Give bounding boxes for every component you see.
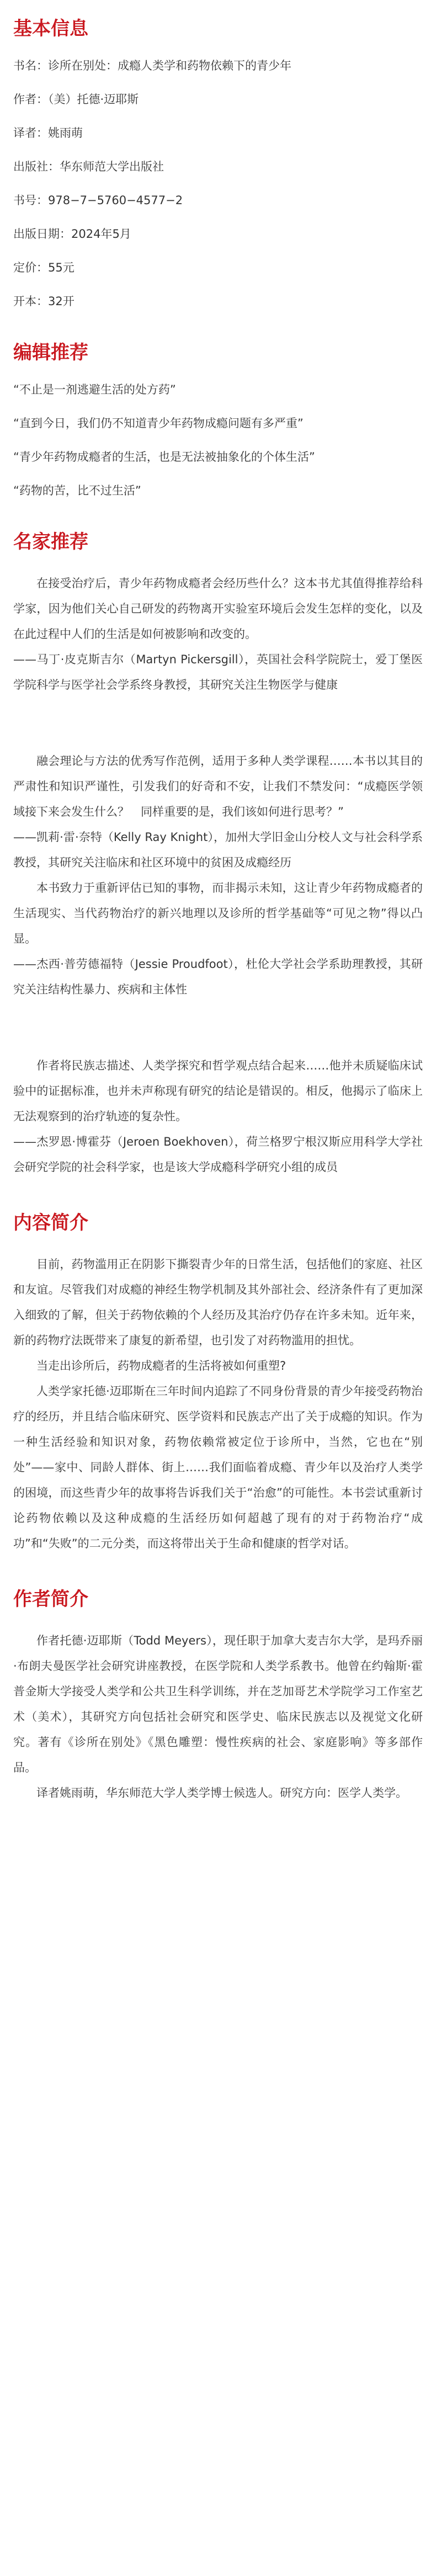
celebrity-recommend-title: 名家推荐 [13, 531, 88, 553]
spacer [13, 698, 423, 748]
recommend-paragraph: 融会理论与方法的优秀写作范例，适用于多种人类学课程……本书以其目的严肃性和知识严谨性，引发我们的好奇和不安，让我们不禁发问：“成瘾医学领域接下来会发生什么？ 同样重要的是，我们该如何进行思考？” [13, 754, 423, 818]
translator-paragraph: 译者姚雨萌，华东师范大学人类学博士候选人。研究方向：医学人类学。 [36, 1786, 407, 1800]
author-intro-section [13, 1587, 423, 1806]
recommend-paragraph: 本书致力于重新评估已知的事物，而非揭示未知，这让青少年药物成瘾者的生活现实、当代药物治疗的新兴地理以及诊所的哲学基础等“可见之物”得以凸显。 [13, 881, 423, 945]
info-line-publisher: 出版社：华东师范大学出版社 [13, 160, 164, 173]
recommend-attribution: ——马丁·皮克斯吉尔（Martyn Pickersgill），英国社会科学院院士，爱丁堡医学院科学与医学社会学系终身教授，其研究关注生物医学与健康 [13, 653, 423, 691]
info-line-publish-date: 出版日期：2024年5月 [13, 227, 131, 241]
editor-quote: “药物的苦，比不过生活” [13, 484, 141, 497]
info-line-translator: 译者：姚雨萌 [13, 126, 83, 140]
editor-quote: “青少年药物成瘾者的生活，也是无法被抽象化的个体生活” [13, 450, 315, 464]
editor-quote: “不止是一剂逃避生活的处方药” [13, 383, 176, 396]
info-line-format: 开本：32开 [13, 295, 75, 308]
content-paragraph: 目前，药物滥用正在阴影下撕裂青少年的日常生活，包括他们的家庭、社区和友谊。尽管我们对成瘾的神经生物学机制及其外部社会、经济条件有了更加深入细致的了解，但关于药物依赖的个人经历及其治疗仍存在许多未知。近年来，新的药物疗法既带来了康复的新希望，也引发了对药物滥用的担忧。 [13, 1258, 423, 1347]
author-paragraph: 作者托德·迈耶斯（Todd Meyers），现任职于加拿大麦吉尔大学，是玛乔丽·布朗夫曼医学社会研究讲座教授，在医学院和人类学系教书。他曾在约翰斯·霍普金斯大学接受人类学和公共卫生科学训练，并在芝加哥艺术学院学习工作室艺术（美术），其研究方向包括社会研究和医学史、临床民族志以及视觉文化研究。著有《诊所在别处》《黑色雕塑：慢性疾病的社会、家庭影响》等多部作品。 [13, 1634, 423, 1774]
editor-recommend-section [13, 340, 423, 499]
spacer [13, 1002, 423, 1053]
info-line-author: 作者：（美）托德·迈耶斯 [13, 93, 139, 106]
celebrity-recommend-section [13, 530, 423, 1180]
recommend-paragraph: 作者将民族志描述、人类学探究和哲学观点结合起来……他并未质疑临床试验中的证据标准，也并未声称现有研究的结论是错误的。相反，他揭示了临床上无法观察到的治疗轨迹的复杂性。 [13, 1059, 423, 1123]
recommend-attribution: ——杰罗恩·博霍芬（Jeroen Boekhoven），荷兰格罗宁根汉斯应用科学大学社会研究学院的社会科学家，也是该大学成瘾科学研究小组的成员 [13, 1135, 423, 1174]
author-intro-title: 作者简介 [13, 1588, 88, 1610]
content-intro-title: 内容简介 [13, 1212, 88, 1234]
editor-quote: “直到今日，我们仍不知道青少年药物成瘾问题有多严重” [13, 417, 304, 430]
info-line-isbn: 书号：978−7−5760−4577−2 [13, 194, 183, 207]
content-paragraph: 当走出诊所后，药物成瘾者的生活将被如何重塑? [36, 1359, 286, 1372]
basic-info-title: 基本信息 [13, 18, 88, 40]
recommend-attribution: ——杰西·普劳德福特（Jessie Proudfoot），杜伦大学社会学系助理教授，其研究关注结构性暴力、疾病和主体性 [13, 957, 423, 996]
info-line-book-title: 书名：诊所在别处：成瘾人类学和药物依赖下的青少年 [13, 59, 291, 72]
content-intro-section [13, 1211, 423, 1556]
editor-recommend-title: 编辑推荐 [13, 342, 88, 364]
recommend-paragraph: 在接受治疗后，青少年药物成瘾者会经历些什么？这本书尤其值得推荐给科学家，因为他们关心自己研发的药物离开实验室环境后会发生怎样的变化，以及在此过程中人们的生活是如何被影响和改变的。 [13, 577, 423, 641]
basic-info-section [13, 17, 423, 310]
content-paragraph: 人类学家托德·迈耶斯在三年时间内追踪了不同身份背景的青少年接受药物治疗的经历，并且结合临床研究、医学资料和民族志产出了关于成瘾的知识。作为一种生活经验和知识对象，药物依赖常被定位于诊所中，当然，它也在“别处”——家中、同龄人群体、街上……我们面临着成瘾、青少年以及治疗人类学的困境，而这些青少年的故事将告诉我们关于“治愈”的可能性。本书尝试重新讨论药物依赖以及这种成瘾的生活经历如何超越了现有的对于药物治疗“成功”和“失败”的二元分类，而这将带出关于生命和健康的哲学对话。 [13, 1385, 423, 1550]
info-line-price: 定价：55元 [13, 261, 75, 274]
recommend-attribution: ——凯莉·雷·奈特（Kelly Ray Knight），加州大学旧金山分校人文与社会科学系教授，其研究关注临床和社区环境中的贫困及成瘾经历 [13, 831, 423, 869]
